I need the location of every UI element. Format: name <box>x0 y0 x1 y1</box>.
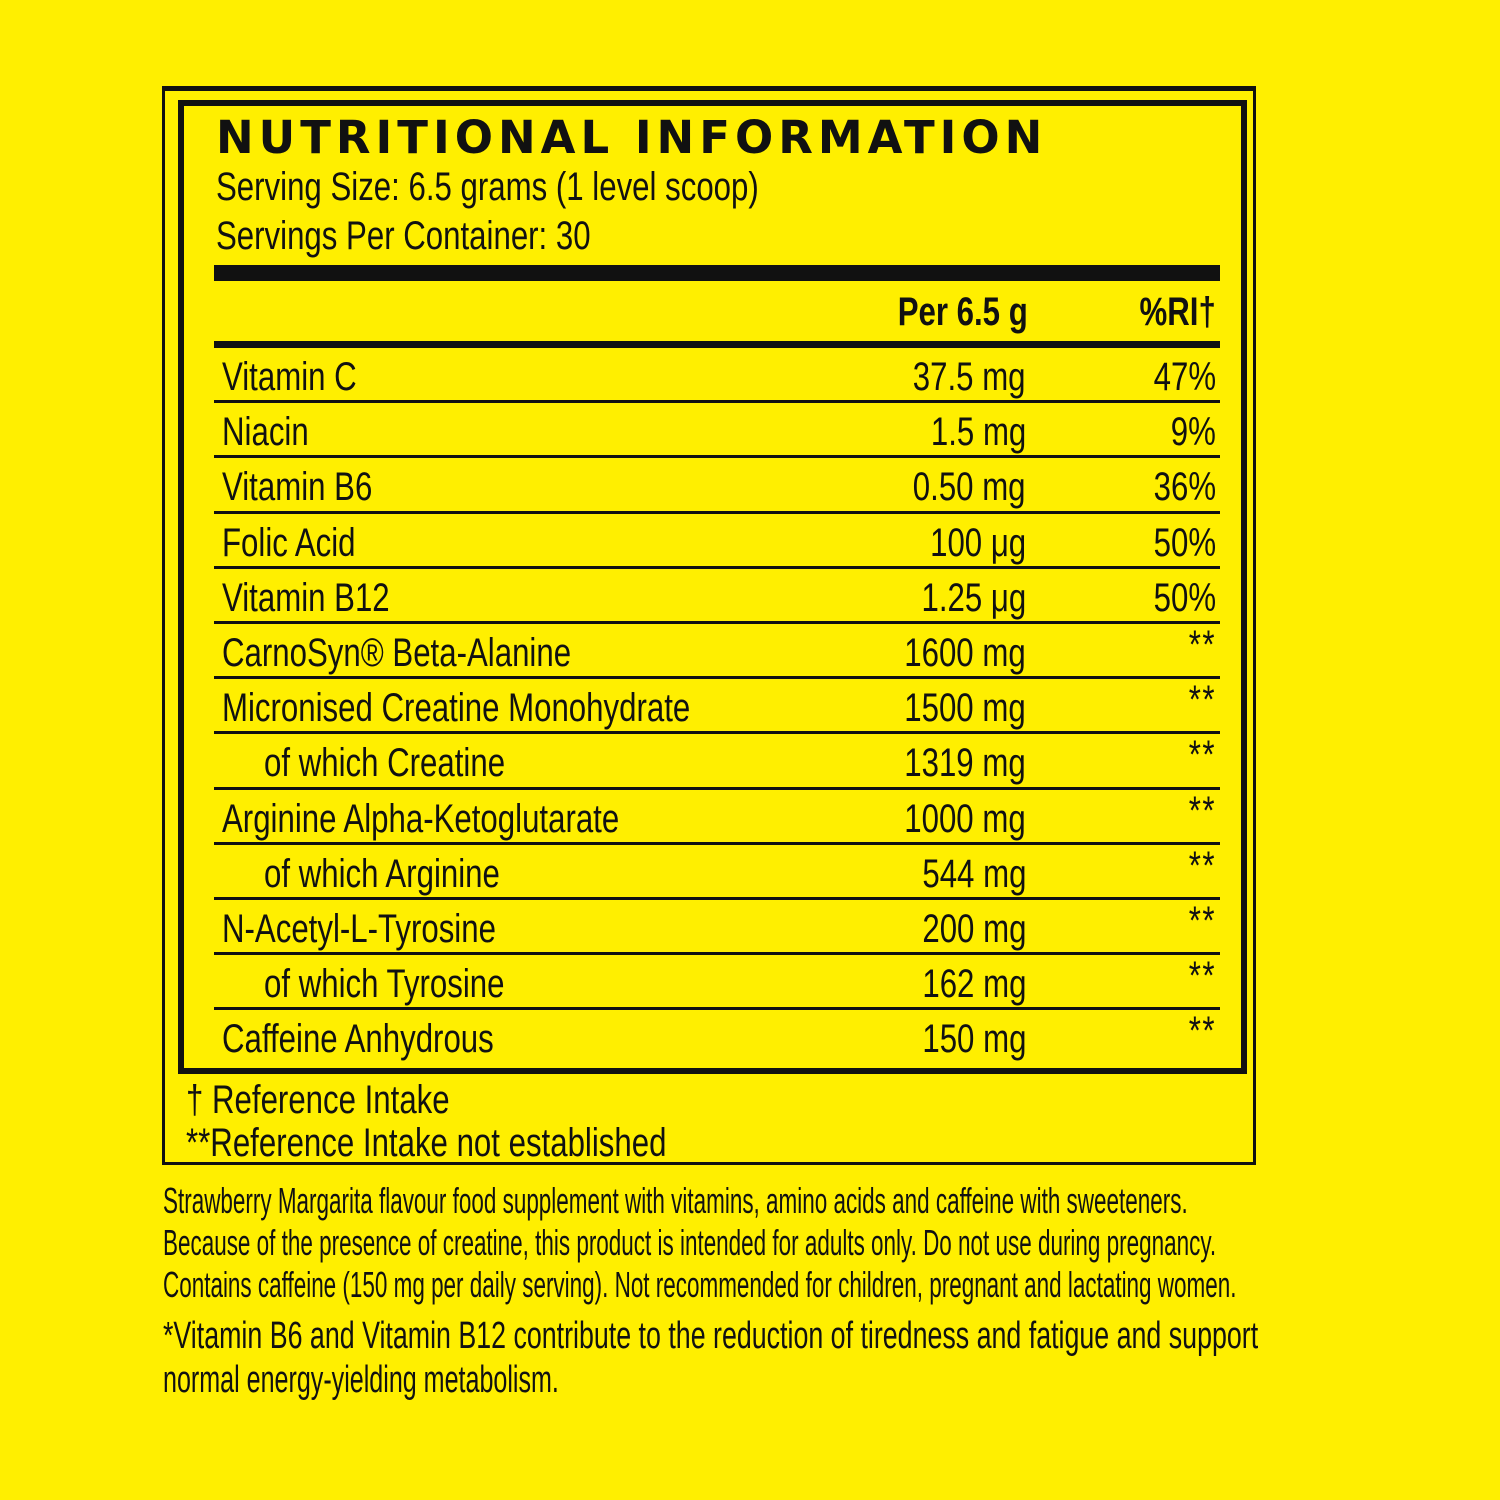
nutrient-name: Caffeine Anhydrous <box>222 1017 494 1062</box>
column-header-ri: %RI† <box>1139 290 1216 334</box>
table-row <box>214 624 1220 679</box>
serving-size: Serving Size: 6.5 grams (1 level scoop) <box>216 165 759 209</box>
nutrient-amount: 200 mg <box>921 906 1026 951</box>
thick-divider <box>214 265 1220 281</box>
nutrient-ri: ** <box>1188 678 1216 723</box>
nutrient-amount: 1319 mg <box>904 741 1026 786</box>
description-line: Because of the presence of creatine, this product is intended for adults only. Do not use during pregnancy. <box>163 1222 1217 1263</box>
health-claim-line: *Vitamin B6 and Vitamin B12 contribute to the reduction of tiredness and fatigue and support <box>163 1315 1259 1357</box>
nutrient-name: CarnoSyn® Beta-Alanine <box>222 630 572 675</box>
nutrient-amount: 1600 mg <box>904 630 1026 675</box>
nutrient-name: Vitamin B12 <box>222 575 390 620</box>
nutrient-ri: ** <box>1188 733 1216 778</box>
table-row <box>214 569 1220 624</box>
table-row <box>214 790 1220 845</box>
nutrient-name: Arginine Alpha-Ketoglutarate <box>222 796 620 841</box>
table-row <box>214 1010 1220 1065</box>
header-divider <box>214 341 1220 348</box>
nutrient-ri: 50% <box>1153 520 1216 565</box>
nutrient-name: Vitamin B6 <box>222 465 373 510</box>
servings-per-container: Servings Per Container: 30 <box>216 214 591 258</box>
health-claim-line: normal energy-yielding metabolism. <box>163 1359 559 1401</box>
table-row <box>214 403 1220 458</box>
nutrient-amount: 1000 mg <box>904 796 1026 841</box>
nutrient-ri: ** <box>1188 788 1216 833</box>
footnote-not-established: **Reference Intake not established <box>186 1121 667 1165</box>
nutrient-amount: 1500 mg <box>904 686 1026 731</box>
table-row <box>214 734 1220 789</box>
nutrient-name: of which Creatine <box>264 741 506 786</box>
nutrient-ri: ** <box>1188 843 1216 888</box>
nutrient-ri: ** <box>1188 898 1216 943</box>
nutrient-name: N-Acetyl-L-Tyrosine <box>222 906 496 951</box>
nutrient-amount: 37.5 mg <box>913 355 1026 399</box>
description-line: Contains caffeine (150 mg per daily serving). Not recommended for children, pregnant and lactating women. <box>163 1264 1237 1305</box>
table-row <box>214 845 1220 900</box>
nutrient-ri: ** <box>1188 1009 1216 1054</box>
nutrient-name: of which Arginine <box>264 851 500 896</box>
nutrient-ri: ** <box>1188 622 1216 667</box>
nutrient-table <box>214 348 1220 1065</box>
nutrient-name: of which Tyrosine <box>264 962 505 1007</box>
table-row <box>214 955 1220 1010</box>
nutrient-amount: 1.25 μg <box>921 575 1026 620</box>
description-line: Strawberry Margarita flavour food supplement with vitamins, amino acids and caffeine with sweeteners. <box>163 1180 1188 1221</box>
nutrient-ri: ** <box>1188 954 1216 999</box>
table-header <box>214 287 1220 339</box>
nutrient-name: Vitamin C <box>222 355 357 399</box>
nutrient-name: Niacin <box>222 410 309 455</box>
panel-title: NUTRITIONAL INFORMATION <box>216 111 1048 164</box>
nutrient-ri: 47% <box>1153 355 1216 399</box>
nutrient-amount: 1.5 mg <box>930 410 1026 455</box>
nutrient-amount: 100 μg <box>929 520 1026 565</box>
nutrient-amount: 0.50 mg <box>913 465 1026 510</box>
footnote-reference-intake: † Reference Intake <box>186 1078 450 1122</box>
nutrient-ri: 9% <box>1170 410 1216 455</box>
nutrient-amount: 544 mg <box>921 851 1026 896</box>
table-row <box>214 514 1220 569</box>
table-row <box>214 679 1220 734</box>
nutrient-ri: 36% <box>1153 465 1216 510</box>
nutrient-name: Folic Acid <box>222 520 356 565</box>
column-header-amount: Per 6.5 g <box>897 290 1028 334</box>
table-row <box>214 900 1220 955</box>
table-row <box>214 458 1220 513</box>
nutrient-amount: 162 mg <box>921 962 1026 1007</box>
nutrient-amount: 150 mg <box>921 1017 1026 1062</box>
nutrient-ri: 50% <box>1153 575 1216 620</box>
nutrient-name: Micronised Creatine Monohydrate <box>222 686 691 731</box>
table-row <box>214 348 1220 403</box>
